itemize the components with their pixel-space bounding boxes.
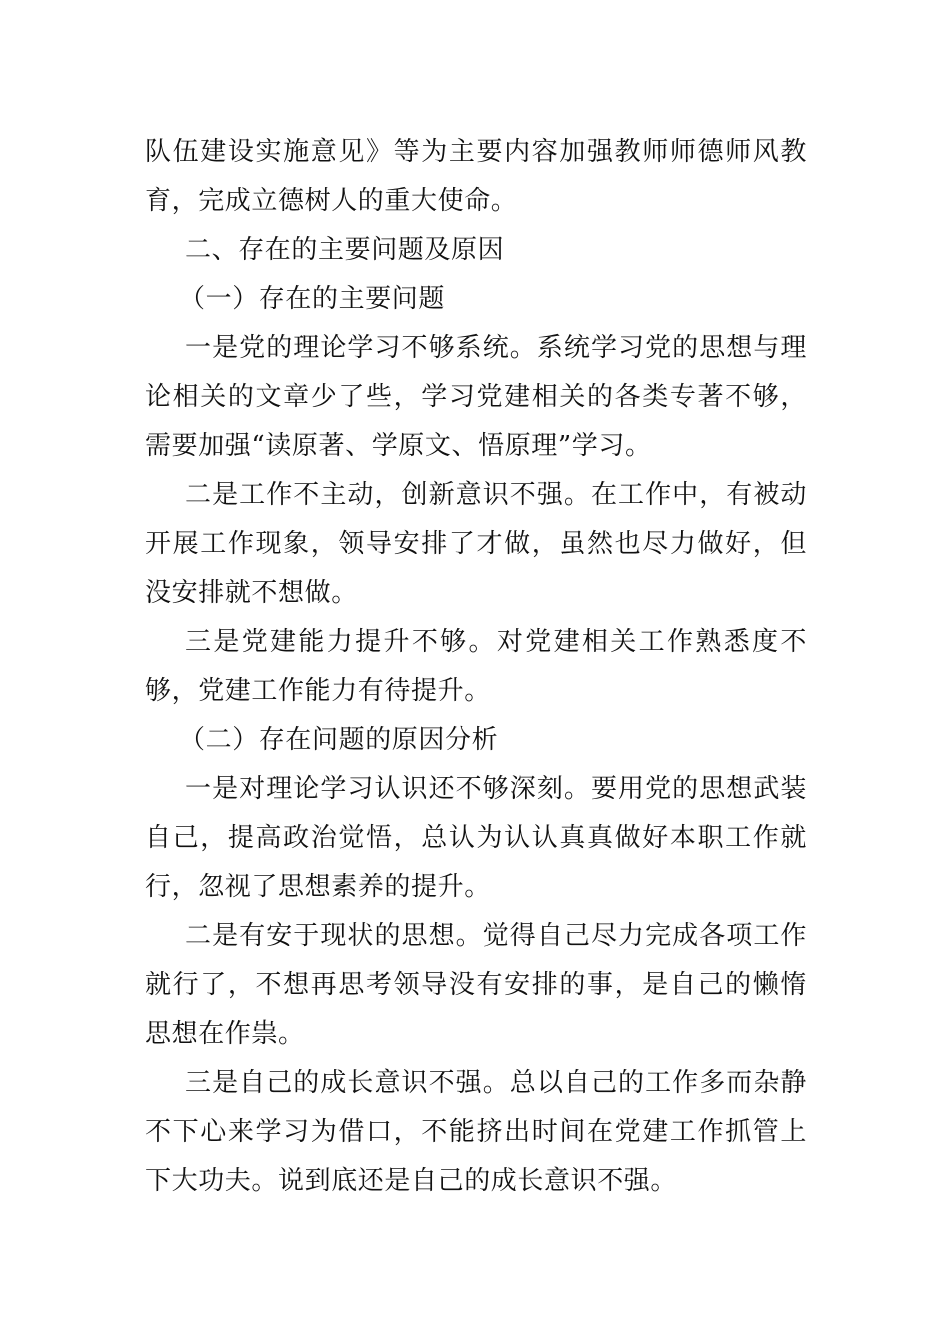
section-heading-problems-and-causes: 二、存在的主要问题及原因 — [185, 235, 505, 265]
document-body — [145, 128, 807, 1206]
subheading-main-problems: （一）存在的主要问题 — [179, 284, 446, 314]
cause-paragraph-3: 三是自己的成长意识不强。总以自己的工作多而杂静不下心来学习为借口，不能挤出时间在党建工作抓管上下大功夫。说到底还是自己的成长意识不强。 — [145, 1068, 807, 1196]
cause-paragraph-2: 二是有安于现状的思想。觉得自己尽力完成各项工作就行了，不想再思考领导没有安排的事，是自己的懒惰思想在作祟。 — [145, 921, 807, 1049]
subheading-cause-analysis: （二）存在问题的原因分析 — [179, 725, 499, 755]
cause-paragraph-1: 一是对理论学习认识还不够深刻。要用党的思想武装自己，提高政治觉悟，总认为认认真真做好本职工作就行，忽视了思想素养的提升。 — [145, 774, 807, 902]
continued-paragraph: 队伍建设实施意见》等为主要内容加强教师师德师风教育，完成立德树人的重大使命。 — [145, 137, 807, 216]
problem-paragraph-1: 一是党的理论学习不够系统。系统学习党的思想与理论相关的文章少了些，学习党建相关的各类专著不够，需要加强“读原著、学原文、悟原理”学习。 — [145, 333, 807, 461]
problem-paragraph-3: 三是党建能力提升不够。对党建相关工作熟悉度不够，党建工作能力有待提升。 — [145, 627, 807, 706]
problem-paragraph-2: 二是工作不主动，创新意识不强。在工作中，有被动开展工作现象，领导安排了才做，虽然也尽力做好，但没安排就不想做。 — [145, 480, 807, 608]
